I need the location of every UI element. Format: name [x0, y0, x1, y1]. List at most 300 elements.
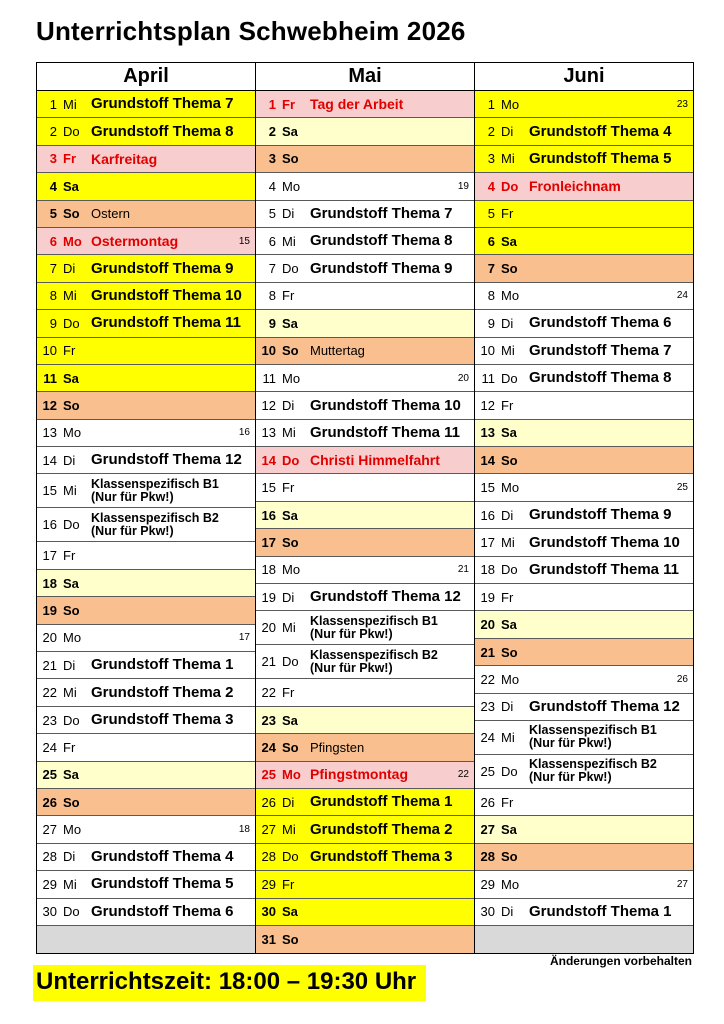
page-title: Unterrichtsplan Schwebheim 2026 — [36, 16, 466, 46]
day-number: 20 — [261, 620, 276, 636]
calendar-cell — [475, 447, 693, 474]
calendar-cell — [37, 707, 255, 734]
weekday-label: Mo — [501, 876, 520, 892]
day-number: 3 — [268, 151, 276, 167]
event-label: Grundstoff Thema 2 — [310, 820, 453, 838]
weekday-label: Di — [282, 589, 295, 605]
calendar-cell — [475, 721, 693, 755]
weekday-label: Mo — [282, 767, 301, 783]
weekday-label: Di — [501, 315, 514, 331]
weekday-label: Do — [501, 562, 518, 578]
event-line: (Nur für Pkw!) — [310, 660, 393, 675]
day-number: 27 — [42, 822, 57, 838]
calendar-cell — [37, 365, 255, 392]
day-number: 10 — [42, 343, 57, 359]
weekday-label: So — [501, 261, 518, 277]
calendar-cell — [37, 899, 255, 926]
calendar-cell — [256, 816, 474, 843]
weekday-label: Do — [282, 452, 300, 468]
calendar-cell — [475, 91, 693, 118]
calendar-cell — [37, 255, 255, 282]
day-number: 11 — [481, 370, 495, 386]
day-number: 1 — [268, 96, 276, 112]
event-label: Grundstoff Thema 8 — [529, 369, 672, 387]
weekday-label: Di — [501, 699, 514, 715]
calendar-cell — [37, 542, 255, 569]
event-label — [85, 478, 251, 504]
calendar-cell — [475, 392, 693, 419]
calendar-cell — [256, 118, 474, 145]
day-number: 6 — [49, 233, 57, 249]
day-number: 19 — [480, 589, 495, 605]
calendar-cell — [256, 255, 474, 282]
calendar-cell — [256, 529, 474, 556]
calendar-cell — [37, 625, 255, 652]
day-number: 28 — [261, 849, 276, 865]
day-number: 21 — [261, 654, 276, 670]
week-number: 25 — [676, 482, 688, 494]
event-label: Grundstoff Thema 8 — [91, 122, 234, 140]
day-number: 28 — [42, 849, 57, 865]
weekday-label: Fr — [501, 397, 514, 413]
weekday-label: Mo — [282, 562, 301, 578]
day-number: 15 — [480, 480, 495, 496]
day-number: 13 — [42, 425, 57, 441]
day-number: 6 — [268, 233, 276, 249]
event-label: Grundstoff Thema 4 — [529, 122, 672, 140]
calendar-cell — [37, 844, 255, 871]
calendar-cell — [256, 447, 474, 474]
day-number: 10 — [261, 343, 276, 359]
weekday-label: Fr — [282, 96, 295, 112]
calendar-cell — [475, 201, 693, 228]
event-label: Grundstoff Thema 10 — [310, 396, 461, 414]
day-number: 22 — [480, 671, 495, 687]
weekday-label: Do — [501, 178, 519, 194]
day-number: 20 — [480, 617, 495, 633]
weekday-label: Di — [63, 261, 76, 277]
holiday-label: Fronleichnam — [529, 178, 621, 195]
day-number: 19 — [42, 602, 57, 618]
day-number: 3 — [487, 151, 495, 167]
calendar-cell — [475, 666, 693, 693]
weekday-label: So — [282, 151, 299, 167]
event-label: Grundstoff Thema 4 — [91, 848, 234, 866]
week-number: 23 — [676, 98, 688, 110]
event-label: Grundstoff Thema 1 — [310, 793, 453, 811]
calendar-cell — [475, 173, 693, 200]
calendar-cell — [37, 789, 255, 816]
day-number: 14 — [42, 452, 57, 468]
day-number: 22 — [261, 685, 276, 701]
event-label: Grundstoff Thema 12 — [529, 697, 680, 715]
event-label: Grundstoff Thema 2 — [91, 683, 234, 701]
day-number: 5 — [268, 206, 276, 222]
day-number: 31 — [261, 932, 276, 948]
calendar-cell — [37, 570, 255, 597]
month-header: April — [37, 63, 255, 91]
day-number: 19 — [261, 589, 276, 605]
calendar-cell — [256, 645, 474, 679]
month-header: Mai — [256, 63, 474, 91]
note-label: Ostern — [91, 205, 131, 221]
weekday-label: Sa — [282, 712, 298, 728]
event-label: Grundstoff Thema 6 — [529, 314, 672, 332]
event-label — [304, 649, 470, 675]
weekday-label: Di — [63, 657, 76, 673]
day-number: 1 — [487, 96, 495, 112]
calendar-cell — [475, 474, 693, 501]
calendar-cell — [37, 310, 255, 337]
day-number: 15 — [261, 480, 276, 496]
calendar-cell — [475, 228, 693, 255]
weekday-label: So — [282, 343, 299, 359]
calendar-cell — [37, 228, 255, 255]
calendar-cell — [256, 871, 474, 898]
calendar-cell — [256, 789, 474, 816]
weekday-label: Fr — [282, 876, 295, 892]
weekday-label: Mo — [501, 96, 520, 112]
day-number: 13 — [480, 425, 495, 441]
calendar-cell — [37, 679, 255, 706]
calendar-cell — [256, 899, 474, 926]
day-number: 24 — [480, 729, 495, 745]
day-number: 18 — [261, 562, 276, 578]
calendar-cell — [475, 118, 693, 145]
day-number: 8 — [487, 288, 495, 304]
calendar-cell — [475, 755, 693, 789]
event-line: Klassenspezifisch B1 — [529, 723, 657, 738]
calendar-cell — [475, 420, 693, 447]
calendar-cell — [37, 338, 255, 365]
day-number: 9 — [487, 315, 495, 331]
event-label: Grundstoff Thema 12 — [310, 588, 461, 606]
calendar-cell — [475, 502, 693, 529]
weekday-label: Di — [282, 397, 295, 413]
event-label: Grundstoff Thema 10 — [91, 287, 242, 305]
calendar-cell — [37, 447, 255, 474]
calendar-cell — [475, 338, 693, 365]
calendar-cell — [256, 762, 474, 789]
day-number: 9 — [268, 315, 276, 331]
weekday-label: Mi — [501, 343, 515, 359]
day-number: 24 — [42, 739, 57, 755]
holiday-label: Pfingstmontag — [310, 766, 408, 783]
event-label: Grundstoff Thema 9 — [310, 259, 453, 277]
weekday-label: Do — [63, 712, 80, 728]
day-number: 23 — [480, 699, 495, 715]
calendar-cell — [256, 734, 474, 761]
day-number: 24 — [261, 739, 276, 755]
calendar-cell — [256, 365, 474, 392]
calendar-cell — [256, 502, 474, 529]
calendar-cell — [475, 310, 693, 337]
event-label: Grundstoff Thema 7 — [529, 341, 672, 359]
weekday-label: Sa — [501, 822, 517, 838]
calendar-cell — [256, 228, 474, 255]
calendar-cell — [37, 118, 255, 145]
weekday-label: Mo — [63, 822, 82, 838]
day-number: 22 — [42, 685, 57, 701]
event-label: Grundstoff Thema 5 — [91, 875, 234, 893]
week-number: 26 — [676, 673, 688, 685]
event-label: Grundstoff Thema 7 — [310, 204, 453, 222]
calendar-cell — [256, 201, 474, 228]
event-label: Grundstoff Thema 9 — [529, 506, 672, 524]
day-number: 28 — [480, 849, 495, 865]
weekday-label: Mo — [282, 178, 301, 194]
weekday-label: Di — [282, 794, 295, 810]
weekday-label: Mi — [63, 483, 77, 499]
note-label: Pfingsten — [310, 739, 365, 755]
day-number: 15 — [42, 483, 57, 499]
day-number: 17 — [42, 548, 57, 564]
weekday-label: Mi — [282, 233, 296, 249]
weekday-label: Mi — [282, 620, 296, 636]
weekday-label: So — [63, 794, 80, 810]
day-number: 29 — [42, 876, 57, 892]
day-number: 2 — [49, 124, 57, 140]
calendar-cell — [256, 283, 474, 310]
weekday-label: Sa — [63, 178, 79, 194]
day-number: 18 — [42, 575, 57, 591]
day-number: 4 — [268, 178, 276, 194]
note-label: Muttertag — [310, 342, 365, 358]
holiday-label: Ostermontag — [91, 232, 179, 249]
calendar-cell — [256, 338, 474, 365]
event-label: Grundstoff Thema 3 — [310, 848, 453, 866]
calendar-cell — [256, 146, 474, 173]
weekday-label: Sa — [282, 124, 298, 140]
event-label: Grundstoff Thema 5 — [529, 150, 672, 168]
calendar-cell — [256, 844, 474, 871]
day-number: 7 — [487, 261, 495, 277]
event-line: (Nur für Pkw!) — [310, 626, 393, 641]
day-number: 13 — [261, 425, 276, 441]
weekday-label: Fr — [63, 739, 76, 755]
weekday-label: Mo — [501, 288, 520, 304]
weekday-label: Do — [63, 315, 80, 331]
day-number: 11 — [43, 370, 57, 386]
event-label — [85, 512, 251, 538]
event-label: Grundstoff Thema 7 — [91, 95, 234, 113]
calendar-cell — [256, 557, 474, 584]
day-number: 23 — [42, 712, 57, 728]
day-number: 21 — [480, 644, 495, 660]
calendar-cell — [256, 392, 474, 419]
calendar-cell — [37, 91, 255, 118]
weekday-label: So — [282, 534, 299, 550]
weekday-label: So — [501, 644, 518, 660]
weekday-label: So — [501, 849, 518, 865]
day-number: 7 — [268, 261, 276, 277]
event-label: Grundstoff Thema 11 — [529, 560, 680, 578]
day-number: 8 — [49, 288, 57, 304]
day-number: 20 — [42, 630, 57, 646]
weekday-label: Do — [282, 849, 299, 865]
weekday-label: Di — [63, 849, 76, 865]
empty-cell — [475, 926, 693, 953]
week-number: 24 — [676, 290, 688, 302]
month-column-juni — [474, 63, 693, 953]
event-line: Klassenspezifisch B2 — [91, 510, 219, 525]
day-number: 17 — [480, 534, 495, 550]
weekday-label: Mo — [282, 370, 301, 386]
month-column-april — [37, 63, 255, 953]
weekday-label: Fr — [63, 343, 76, 359]
day-number: 26 — [480, 794, 495, 810]
holiday-label: Karfreitag — [91, 150, 158, 167]
changes-note: Änderungen vorbehalten — [549, 954, 692, 968]
day-number: 26 — [261, 794, 276, 810]
weekday-label: Mi — [282, 425, 296, 441]
day-number: 5 — [487, 206, 495, 222]
weekday-label: Sa — [282, 904, 298, 920]
weekday-label: Mi — [63, 96, 77, 112]
event-line: Klassenspezifisch B2 — [529, 757, 657, 772]
event-label: Grundstoff Thema 6 — [91, 902, 234, 920]
week-number: 16 — [238, 427, 250, 439]
calendar-cell — [256, 679, 474, 706]
day-number: 8 — [268, 288, 276, 304]
calendar-cell — [475, 365, 693, 392]
calendar-cell — [37, 173, 255, 200]
event-line: (Nur für Pkw!) — [529, 736, 612, 751]
weekday-label: Mi — [282, 822, 296, 838]
event-line: Klassenspezifisch B1 — [310, 613, 438, 628]
calendar-cell — [475, 639, 693, 666]
event-label: Grundstoff Thema 11 — [91, 314, 242, 332]
day-number: 29 — [480, 876, 495, 892]
calendar-cell — [37, 597, 255, 624]
weekday-label: Fr — [282, 480, 295, 496]
calendar-cell — [475, 899, 693, 926]
weekday-label: So — [501, 452, 518, 468]
day-number: 27 — [480, 822, 495, 838]
calendar-cell — [475, 816, 693, 843]
weekday-label: Mi — [63, 876, 77, 892]
event-label: Grundstoff Thema 9 — [91, 259, 234, 277]
event-line: (Nur für Pkw!) — [529, 770, 612, 785]
weekday-label: Fr — [501, 206, 514, 222]
day-number: 17 — [261, 534, 276, 550]
event-line: (Nur für Pkw!) — [91, 523, 174, 538]
calendar-cell — [475, 871, 693, 898]
event-line: Klassenspezifisch B1 — [91, 476, 219, 491]
calendar-cell — [256, 91, 474, 118]
calendar-cell — [475, 694, 693, 721]
weekday-label: Do — [501, 370, 518, 386]
lesson-time-banner: Unterrichtszeit: 18:00 – 19:30 Uhr — [33, 965, 426, 1001]
calendar-cell — [256, 707, 474, 734]
calendar-cell — [37, 146, 255, 173]
weekday-label: Sa — [63, 767, 79, 783]
weekday-label: Sa — [501, 233, 517, 249]
day-number: 4 — [49, 178, 57, 194]
day-number: 7 — [49, 261, 57, 277]
day-number: 16 — [261, 507, 276, 523]
calendar-cell — [475, 584, 693, 611]
calendar-cell — [37, 283, 255, 310]
weekday-label: Mi — [63, 288, 77, 304]
empty-cell — [37, 926, 255, 953]
weekday-label: Do — [63, 124, 80, 140]
weekday-label: Mi — [501, 729, 515, 745]
event-line: Klassenspezifisch B2 — [310, 647, 438, 662]
weekday-label: Sa — [282, 315, 298, 331]
holiday-label: Tag der Arbeit — [310, 95, 404, 112]
weekday-label: Do — [63, 517, 80, 533]
weekday-label: Fr — [501, 794, 514, 810]
weekday-label: So — [63, 206, 80, 222]
week-number: 22 — [457, 769, 469, 781]
weekday-label: Di — [501, 904, 514, 920]
event-label — [523, 758, 689, 784]
day-number: 4 — [487, 178, 495, 194]
day-number: 16 — [480, 507, 495, 523]
weekday-label: Di — [501, 124, 514, 140]
weekday-label: Mo — [501, 480, 520, 496]
day-number: 14 — [261, 452, 276, 468]
day-number: 25 — [42, 767, 57, 783]
calendar-cell — [475, 529, 693, 556]
calendar-cell — [37, 762, 255, 789]
weekday-label: Do — [501, 763, 518, 779]
weekday-label: Fr — [63, 548, 76, 564]
day-number: 9 — [49, 315, 57, 331]
week-number: 20 — [457, 372, 469, 384]
day-number: 1 — [49, 96, 57, 112]
calendar-cell — [256, 310, 474, 337]
weekday-label: Sa — [63, 370, 79, 386]
calendar-cell — [256, 926, 474, 953]
month-column-mai — [255, 63, 474, 953]
day-number: 30 — [42, 904, 57, 920]
weekday-label: Mo — [501, 671, 520, 687]
calendar-cell — [37, 734, 255, 761]
day-number: 27 — [261, 822, 276, 838]
event-label: Grundstoff Thema 10 — [529, 533, 680, 551]
event-label: Grundstoff Thema 1 — [91, 656, 234, 674]
calendar-cell — [475, 789, 693, 816]
event-line: (Nur für Pkw!) — [91, 489, 174, 504]
calendar-cell — [475, 844, 693, 871]
day-number: 18 — [480, 562, 495, 578]
weekday-label: Fr — [282, 288, 295, 304]
calendar-cell — [37, 508, 255, 542]
weekday-label: Mi — [501, 534, 515, 550]
day-number: 5 — [49, 206, 57, 222]
day-number: 30 — [480, 904, 495, 920]
day-number: 14 — [480, 452, 495, 468]
week-number: 17 — [238, 632, 250, 644]
week-number: 18 — [238, 824, 250, 836]
event-label — [523, 724, 689, 750]
holiday-label: Christi Himmelfahrt — [310, 451, 440, 468]
weekday-label: Fr — [501, 589, 514, 605]
day-number: 25 — [480, 763, 495, 779]
calendar-cell — [37, 816, 255, 843]
event-label: Grundstoff Thema 8 — [310, 232, 453, 250]
calendar-cell — [37, 474, 255, 508]
day-number: 26 — [42, 794, 57, 810]
calendar-cell — [37, 201, 255, 228]
event-label: Grundstoff Thema 3 — [91, 711, 234, 729]
event-label: Grundstoff Thema 11 — [310, 424, 461, 441]
calendar-cell — [475, 255, 693, 282]
calendar-cell — [256, 420, 474, 447]
event-label — [304, 615, 470, 641]
